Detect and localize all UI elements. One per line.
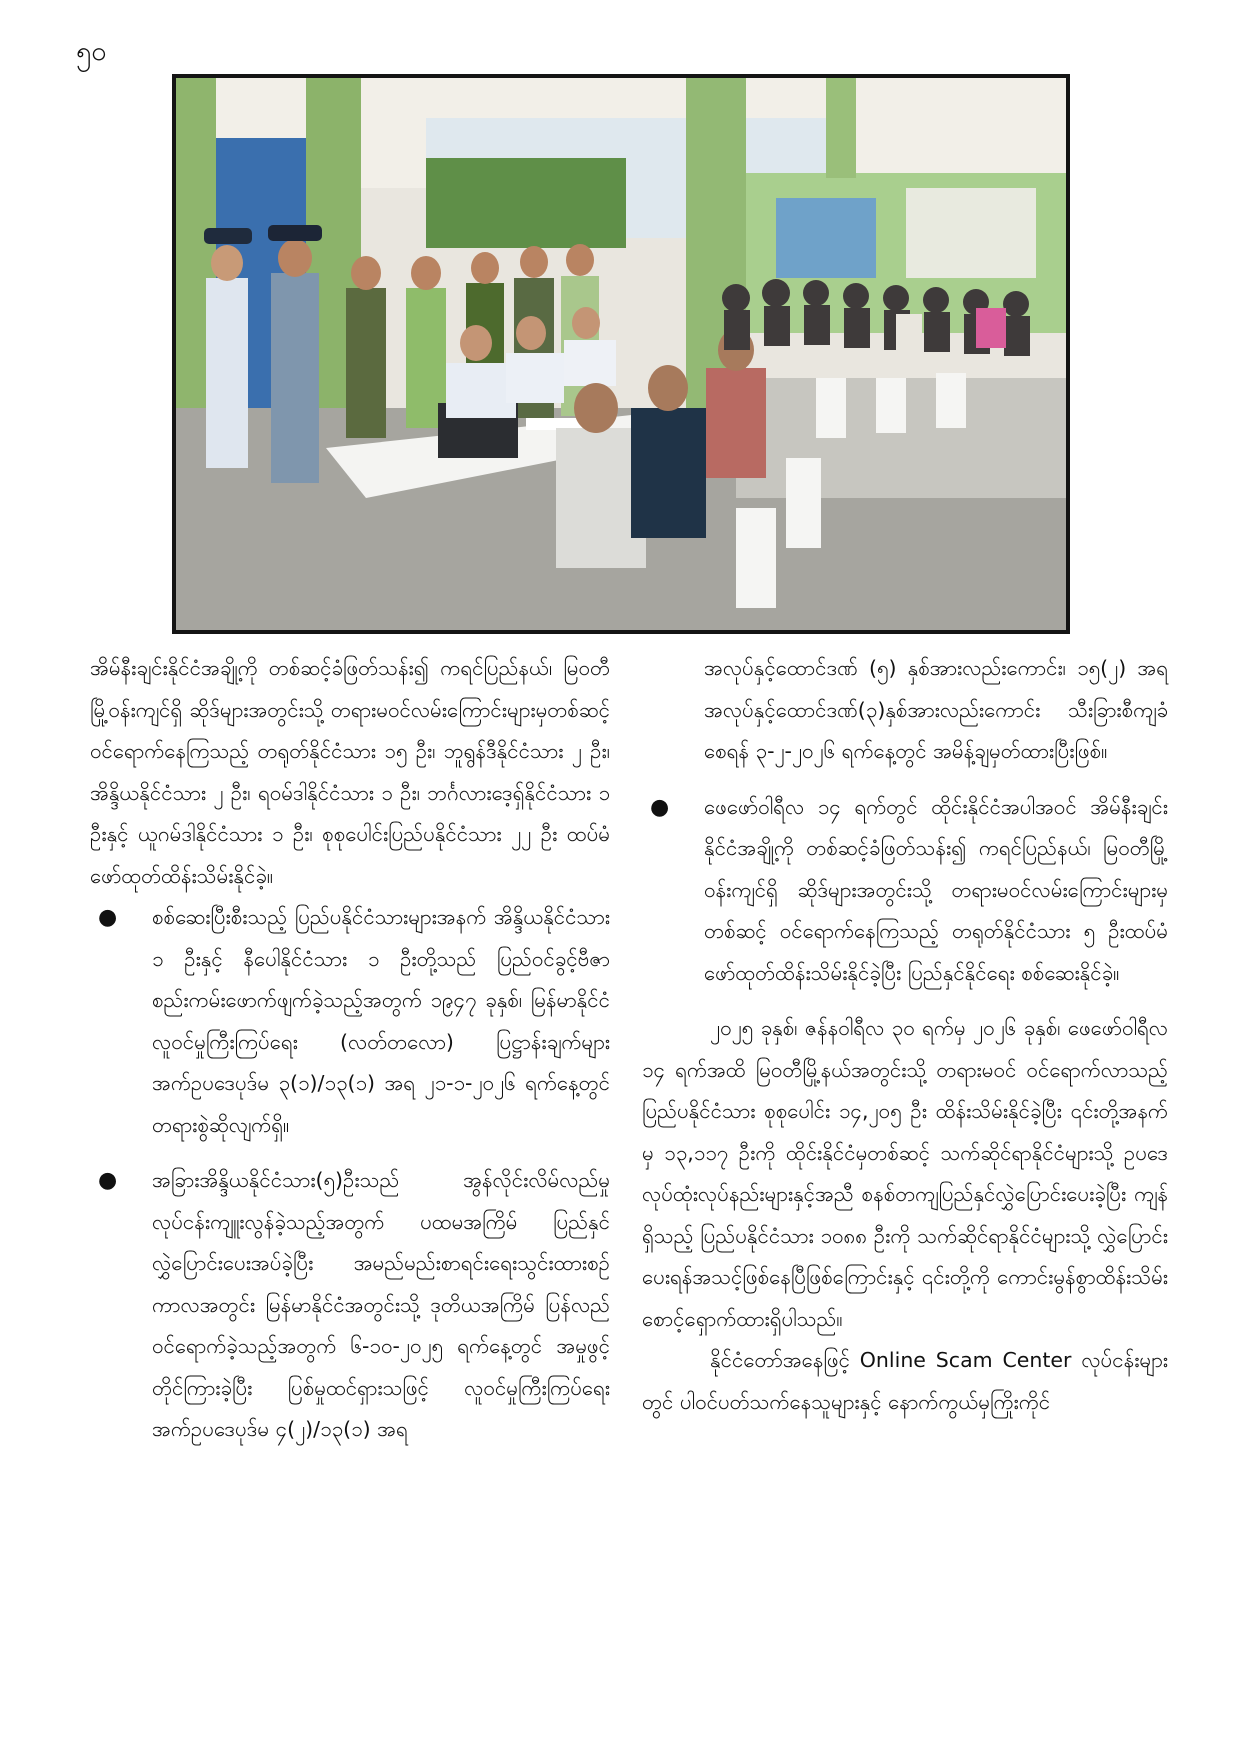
list-item: ● အခြားအိန္ဒိယနိုင်ငံသား(၅)ဦးသည် အွန်လိုင်းလိမ်လည်မှုလုပ်ငန်းကျူးလွန်ခဲ့သည့်အတွက် ပထမအကြိမ် ပြည်နှင်လွှဲပြောင်းပေးအပ်ခဲ့ပြီး အမည်မည်းစာရင်းရေးသွင်းထားစဉ်ကာလအတွင်း မြန်မာနိုင်ငံအတွင်းသို့ ဒုတိယအကြိမ် ပြန်လည်ဝင်ရောက်ခဲ့သည့်အတွက် ၆-၁၀-၂၀၂၅ ရက်နေ့တွင် အမှုဖွင့်တိုင်ကြားခဲ့ပြီး ပြစ်မှုထင်ရှားသဖြင့် လူဝင်မှုကြီးကြပ်ရေးအက်ဥပဒေပုဒ်မ ၄(၂)/၁၃(၁) အရ [90, 1160, 610, 1451]
left-column [90, 648, 610, 1465]
summary-paragraph: ၂၀၂၅ ခုနှစ်၊ ဇန်နဝါရီလ ၃၀ ရက်မှ ၂၀၂၆ ခုနှစ်၊ ဖေဖော်ဝါရီလ ၁၄ ရက်အထိ မြဝတီမြို့နယ်အတွင်းသို့ တရားမဝင် ဝင်ရောက်လာသည့် ပြည်ပနိုင်ငံသား စုစုပေါင်း ၁၄,၂၀၅ ဦး ထိန်းသိမ်းနိုင်ခဲ့ပြီး ၎င်းတို့အနက်မှ ၁၃,၁၁၇ ဦးကို ထိုင်းနိုင်ငံမှတစ်ဆင့် သက်ဆိုင်ရာနိုင်ငံများသို့ ဥပဒေလုပ်ထုံးလုပ်နည်းများနှင့်အညီ စနစ်တကျပြည်နှင်လွှဲပြောင်းပေးခဲ့ပြီး ကျန်ရှိသည့် ပြည်ပနိုင်ငံသား ၁၀၈၈ ဦးကို သက်ဆိုင်ရာနိုင်ငံများသို့ လွှဲပြောင်းပေးရန်အသင့်ဖြစ်နေပြီဖြစ်ကြောင်းနှင့် ၎င်းတို့ကို ကောင်းမွန်စွာထိန်းသိမ်းစောင့်ရှောက်ထားရှိပါသည်။ [642, 1016, 1168, 1331]
page-number: ၅၀ [76, 36, 107, 67]
closing-paragraph: နိုင်ငံတော်အနေဖြင့် Online Scam Center လုပ်ငန်းများတွင် ပါဝင်ပတ်သက်နေသူများနှင့် နောက်ကွယ်မှကြိုးကိုင် [642, 1348, 1168, 1414]
bullet-icon: ● [98, 1168, 118, 1193]
list-item: ● ဖေဖော်ဝါရီလ ၁၄ ရက်တွင် ထိုင်းနိုင်ငံအပါအဝင် အိမ်နီးချင်းနိုင်ငံအချို့ကို တစ်ဆင့်ခံဖြတ်သန်း၍ ကရင်ပြည်နယ်၊ မြဝတီမြို့ဝန်းကျင်ရှိ ဆိုဒ်များအတွင်းသို့ တရားမဝင်လမ်းကြောင်းများမှတစ်ဆင့် ဝင်ရောက်နေကြသည့် တရုတ်နိုင်ငံသား ၅ ဦးထပ်မံဖော်ထုတ်ထိန်းသိမ်းနိုင်ခဲ့ပြီး ပြည်နှင်နိုင်ရေး စစ်ဆေးနိုင်ခဲ့။ [642, 787, 1168, 995]
continuation-paragraph: အလုပ်နှင့်ထောင်ဒဏ် (၅) နှစ်အားလည်းကောင်း၊ ၁၅(၂) အရ အလုပ်နှင့်ထောင်ဒဏ်(၃)နှစ်အားလည်းကောင်း သီးခြားစီကျခံစေရန် ၃-၂-၂၀၂၆ ရက်နေ့တွင် အမိန့်ချမှတ်ထားပြီးဖြစ်။ [704, 656, 1168, 763]
intro-paragraph: အိမ်နီးချင်းနိုင်ငံအချို့ကို တစ်ဆင့်ခံဖြတ်သန်း၍ ကရင်ပြည်နယ်၊ မြဝတီမြို့ဝန်းကျင်ရှိ ဆိုဒ်များအတွင်းသို့ တရားမဝင်လမ်းကြောင်းများမှတစ်ဆင့် ဝင်ရောက်နေကြသည့် တရုတ်နိုင်ငံသား ၁၅ ဦး၊ ဘူရွန်ဒီနိုင်ငံသား ၂ ဦး၊ အိန္ဒိယနိုင်ငံသား ၂ ဦး၊ ရဝမ်ဒါနိုင်ငံသား ၁ ဦး၊ ဘင်္ဂလားဒေ့ရှ်နိုင်ငံသား ၁ ဦးနှင့် ယူဂမ်ဒါနိုင်ငံသား ၁ ဦး၊ စုစုပေါင်းပြည်ပနိုင်ငံသား ၂၂ ဦး ထပ်မံဖော်ထုတ်ထိန်းသိမ်းနိုင်ခဲ့။ [90, 656, 610, 888]
bullet-icon: ● [650, 794, 670, 820]
right-bullet-list [642, 787, 1168, 995]
photo-illustration [176, 78, 1066, 630]
left-bullet-list [90, 897, 610, 1451]
list-item: ● စစ်ဆေးပြီးစီးသည့် ပြည်ပနိုင်ငံသားများအနက် အိန္ဒိယနိုင်ငံသား ၁ ဦးနှင့် နီပေါနိုင်ငံသား ၁ ဦးတို့သည် ပြည်ဝင်ခွင့်ဗီဇာစည်းကမ်းဖောက်ဖျက်ခဲ့သည့်အတွက် ၁၉၄၇ ခုနှစ်၊ မြန်မာနိုင်ငံလူဝင်မှုကြီးကြပ်ရေး (လတ်တလော) ပြဋ္ဌာန်းချက်များ အက်ဥပဒေပုဒ်မ ၃(၁)/၁၃(၁) အရ ၂၁-၁-၂၀၂၆ ရက်နေ့တွင် တရားစွဲဆိုလျက်ရှိ။ [90, 897, 610, 1146]
bullet-icon: ● [98, 905, 118, 930]
news-photo [172, 74, 1070, 634]
right-column [642, 648, 1168, 1423]
